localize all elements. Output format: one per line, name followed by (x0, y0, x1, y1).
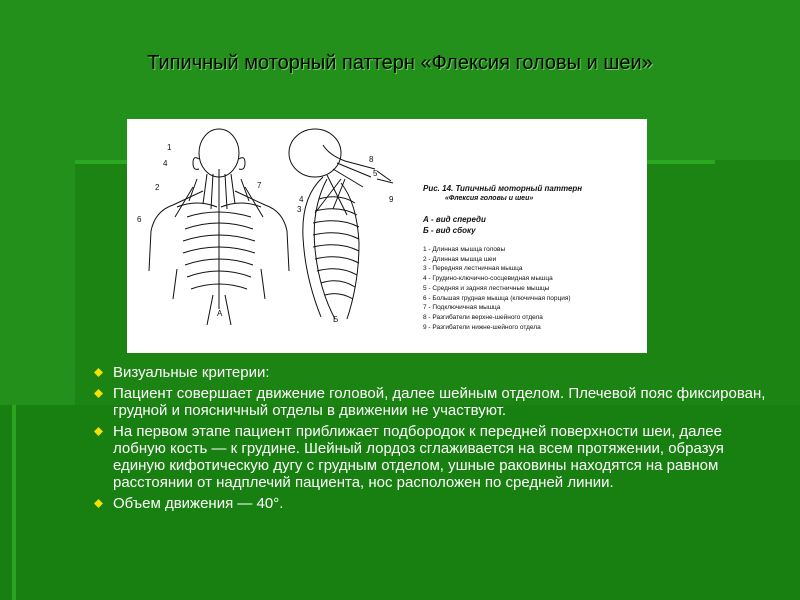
background-side-stripe (12, 405, 16, 600)
anatomy-figure (127, 119, 647, 353)
figure-number-2: 2 (155, 183, 160, 192)
figure-view-a: А - вид спереди (423, 215, 486, 224)
bullet-diamond-icon (94, 389, 103, 398)
figure-caption-subtitle: «Флексия головы и шеи» (445, 195, 534, 202)
legend-item: 5 - Средняя и задняя лестничные мышцы (423, 284, 550, 292)
figure-legend (423, 245, 571, 332)
legend-item: 8 - Разгибатели верхне-шейного отдела (423, 313, 543, 321)
figure-number-8: 8 (369, 155, 374, 164)
figure-number-4-side: 4 (299, 195, 304, 204)
legend-item: 9 - Разгибатели нижне-шейного отдела (423, 323, 541, 331)
legend-item: 2 - Длинная мышца шеи (423, 255, 497, 263)
figure-number-3: 3 (297, 205, 302, 214)
bullet-text: На первом этапе пациент приближает подбородок к передней поверхности шеи, далее лобную кость — к грудине. Шейный лордоз сглаживается на всем протяжении, образуя единую кифотическую дугу с грудным отделом, ушные раковины находятся на равном расстоянии от надплечий пациента, нос расположен по средней линии. (113, 423, 724, 491)
bullet-item (96, 495, 776, 512)
figure-number-7: 7 (257, 181, 262, 190)
bullet-item (96, 423, 776, 491)
figure-caption-title: Рис. 14. Типичный моторный паттерн (423, 184, 583, 193)
bullet-text: Объем движения — 40°. (113, 495, 284, 512)
slide-title: Типичный моторный паттерн «Флексия головы и шеи» (147, 52, 653, 74)
legend-item: 4 - Грудино-ключично-сосцевидная мышца (423, 275, 553, 283)
legend-item: 3 - Передняя лестничная мышца (423, 265, 523, 273)
legend-item: 6 - Большая грудная мышца (ключичная порция) (423, 294, 571, 302)
legend-item: 1 - Длинная мышца головы (423, 246, 506, 253)
bullet-list (96, 364, 776, 516)
figure-label-a: А (217, 309, 223, 318)
bullet-item (96, 385, 776, 419)
legend-item: 7 - Подключичная мышца (423, 304, 501, 312)
bullet-diamond-icon (94, 427, 103, 436)
figure-label-b: Б (333, 315, 339, 324)
bullet-item (96, 364, 776, 381)
bullet-text: Визуальные критерии: (113, 364, 270, 381)
bullet-diamond-icon (94, 368, 103, 377)
figure-number-6: 6 (137, 215, 142, 224)
figure-number-4: 4 (163, 159, 168, 168)
bullet-diamond-icon (94, 499, 103, 508)
bullet-text: Пациент совершает движение головой, далее шейным отделом. Плечевой пояс фиксирован, грудной и поясничный отделы в движении не участвуют. (113, 385, 766, 419)
figure-number-1: 1 (167, 143, 172, 152)
figure-view-b: Б - вид сбоку (423, 226, 476, 235)
figure-number-5: 5 (373, 169, 378, 178)
figure-number-9: 9 (389, 195, 394, 204)
